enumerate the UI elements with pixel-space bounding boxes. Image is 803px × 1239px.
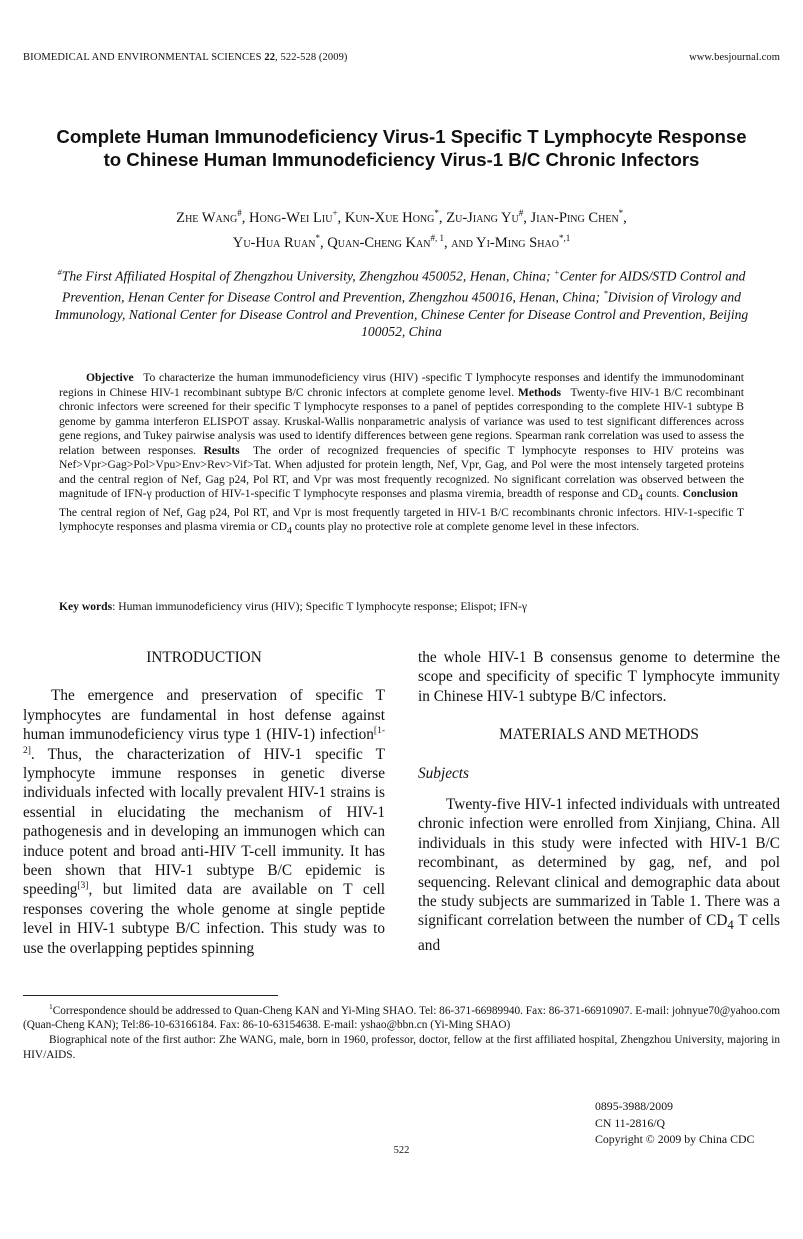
journal-website: www.besjournal.com	[689, 52, 780, 63]
author-1: Zhe Wang#,	[176, 208, 250, 226]
keywords	[59, 600, 744, 613]
affiliations: #The First Affiliated Hospital of Zhengzhou University, Zhengzhou 450052, Henan, China; +Center for AIDS/STD Control and Prevention, Henan Center for Disease Control and Prevention, Zhengzhou 450016, Henan, China; *Division of Virology and Immunology, National Center for Disease Control and Prevention, Chinese Center for Disease Control and Prevention, Beijing 100052, China	[54, 267, 749, 339]
affiliation-2: Center for AIDS/STD Control and Prevention, Henan Center for Disease Control and Prevention, Zhengzhou 450016, Henan, China;	[62, 268, 746, 305]
abstract-objective-label: Objective	[86, 371, 134, 384]
author-6: Yu-Hua Ruan*,	[232, 233, 328, 252]
left-column	[23, 648, 385, 958]
citation-1-2: [1-2]	[23, 726, 385, 756]
abstract-conclusion-label: Conclusion	[682, 487, 738, 500]
cn-number: CN 11-2816/Q	[595, 1115, 666, 1130]
author-2: Hong-Wei Liu+,	[249, 208, 345, 226]
title-line-2: to Chinese Human Immunodeficiency Virus-1 B/C Chronic Infectors	[103, 148, 700, 170]
issn-block	[595, 1098, 754, 1148]
journal-volume: 22	[264, 52, 276, 63]
journal-name: BIOMEDICAL AND ENVIRONMENTAL SCIENCES	[23, 52, 265, 63]
author-4: Zu-Jiang Yu#,	[446, 208, 531, 226]
right-column	[418, 648, 780, 955]
citation-3: [3]	[77, 881, 89, 892]
introduction-paragraph: The emergence and preservation of specific T lymphocytes are fundamental in host defense against human immunodeficiency virus type 1 (HIV-1) infection[1-2]. Thus, the characterization of HIV-1 specific T lymphocyte immune responses in genetic diverse individuals infected with locally prevalent HIV-1 strains is essential in elucidating the mechanism of HIV-1 pathogenesis and in developing an immunogen which can induce potent and broad anti-HIV T-cell immunity. It has been shown that HIV-1 subtype B/C epidemic is speeding[3], but limited data are available on T cell responses covering the whole genome at single peptide level in HIV-1 subtype B/C infection. This study was to use the overlapping peptides spinning	[23, 687, 385, 957]
abstract-conclusion: The central region of Nef, Gag p24, Pol RT, and Vpr is most frequently targeted in HIV-1 B/C recombinants chronic infectors. HIV-1-specific T lymphocyte responses and plasma viremia or CD	[59, 505, 744, 534]
copyright: Copyright © 2009 by China CDC	[595, 1132, 755, 1146]
abstract-methods-label: Methods	[517, 385, 562, 399]
keywords-text: : Human immunodeficiency virus (HIV); Specific T lymphocyte response; Elispot; IFN-γ	[112, 600, 528, 613]
correspondence-note: $^1$Correspondence should be addressed to Quan-Cheng KAN and Yi-Ming SHAO. Tel: 86-371-66989940. Fax: 86-371-66910907. E-mail: johnyue70@yahoo.com (Quan-Cheng KAN); Tel:86-10-63166184. Fax: 86-10-63154638. E-mail: yshao@bbn.cn (Yi-Ming SHAO)	[23, 1002, 780, 1032]
abstract: Objective To characterize the human immunodeficiency virus (HIV) -specific T lymphocyte responses and identify the immunodominant regions in Chinese HIV-1 recombinant subtype B/C chronic infectors at complete genome level. Methods Twenty-five HIV-1 B/C recombinant chronic infectors were screened for their specific T lymphocyte responses to a panel of peptides corresponding to the complete HIV-1 subtype B genome by gamma interferon ELISPOT assay. Kruskal-Wallis nonparametric analysis of variance was used to test significant differences across gene regions, and Tukey pairwise analysis was used to identify differences between gene regions. Spearman rank correlation was used to assess the relation between responses. Results The order of recognized frequencies of specific T lymphocyte responses to HIV proteins was Nef>Vpr>Gag>Pol>Vpu>Env>Rev>Vif>Tat. When adjusted for protein length, Nef, Vpr, Gag, and Pol were the most intensely targeted proteins and the central region of Nef, Gag p24, Pol RT, and Vpr was most frequently recognized. No significant correlation was observed between the magnitude of IFN-γ production of HIV-1-specific T lymphocyte responses and plasma viremia, breadth of response and $CD_4$ counts. Conclusion The central region of Nef, Gag p24, Pol RT, and Vpr is most frequently targeted in HIV-1 B/C recombinants chronic infectors. HIV-1-specific T lymphocyte responses and plasma viremia or $CD_4$ counts play no protective role at complete genome level in these infectors.	[59, 371, 744, 537]
footnote	[23, 1000, 780, 1062]
page-number: 522	[393, 1145, 410, 1156]
article-title	[20, 126, 783, 171]
journal-header	[23, 52, 348, 63]
biographical-note: Biographical note of the first author: Zhe WANG, male, born in 1960, professor, doctor, fellow at the first affiliated hospital, Zhengzhou University, majoring in HIV/AIDS.	[23, 1033, 780, 1061]
abstract-results: The order of recognized frequencies of specific T lymphocyte responses to HIV proteins was Nef>Vpr>Gag>Pol>Vpu>Env>Rev>Vif>Tat. When adjusted for protein length, Nef, Vpr, Gag, and Pol were the most intensely targeted proteins and the central region of Nef, Gag p24, Pol RT, and Vpr was most frequently recognized. No significant correlation was observed between the magnitude of IFN-γ production of HIV-1-specific T lymphocyte responses and plasma viremia, breadth of response and CD	[59, 443, 744, 500]
introduction-continuation: the whole HIV-1 B consensus genome to determine the scope and specificity of specific T lymphocyte immunity in Chinese HIV-1 subtype B/C infectors.	[418, 649, 780, 705]
subjects-paragraph: Twenty-five HIV-1 infected individuals with untreated chronic infection were enrolled from Xinjiang, China. All individuals in this study were infected with HIV-1 B/C recombinant, as determined by gag, nef, and pol sequencing. Relevant clinical and demographic data about the study subjects are summarized in Table 1. There was a significant correlation between the number of $CD_4$ T cells and	[418, 796, 780, 954]
abstract-results-label: Results	[203, 443, 240, 457]
author-list	[40, 203, 763, 254]
affiliation-3: Division of Virology and Immunology, National Center for Disease Control and Prevention, Chinese Center for Disease Control and Prevention, Beijing 100052, China	[54, 289, 749, 339]
author-7: Quan-Cheng Kan$^{\#, 1}$, and	[327, 233, 477, 252]
author-3: Kun-Xue Hong*,	[344, 208, 447, 226]
issn: 0895-3988/2009	[595, 1099, 673, 1113]
title-line-1: Complete Human Immunodeficiency Virus-1 Specific T Lymphocyte Response	[56, 126, 747, 147]
affiliation-1: The First Affiliated Hospital of Zhengzhou University, Zhengzhou 450052, Henan, China;	[61, 268, 554, 284]
subsection-heading-subjects: Subjects	[418, 764, 469, 782]
keywords-label: Key words	[59, 600, 113, 613]
footnote-rule	[23, 995, 278, 996]
journal-pages-year: , 522-528 (2009)	[275, 52, 348, 63]
abstract-methods: Twenty-five HIV-1 B/C recombinant chronic infectors were screened for their specific T lymphocyte responses to a panel of peptides corresponding to the complete HIV-1 subtype B genome by gamma interferon ELISPOT assay. Kruskal-Wallis nonparametric analysis of variance was used to test significant differences across gene regions, and Tukey pairwise analysis was used to identify differences between gene regions. Spearman rank correlation was used to assess the relation between responses.	[59, 385, 744, 457]
author-5: Jian-Ping Chen*,	[530, 208, 627, 226]
section-heading-methods: MATERIALS AND METHODS	[499, 726, 699, 744]
abstract-objective: To characterize the human immunodeficiency virus (HIV) -specific T lymphocyte responses and identify the immunodominant regions in Chinese HIV-1 recombinant subtype B/C chronic infectors at complete genome level.	[59, 371, 744, 399]
section-heading-introduction: INTRODUCTION	[146, 649, 262, 666]
author-8: Yi-Ming Shao$^{*,1}$	[476, 233, 571, 252]
